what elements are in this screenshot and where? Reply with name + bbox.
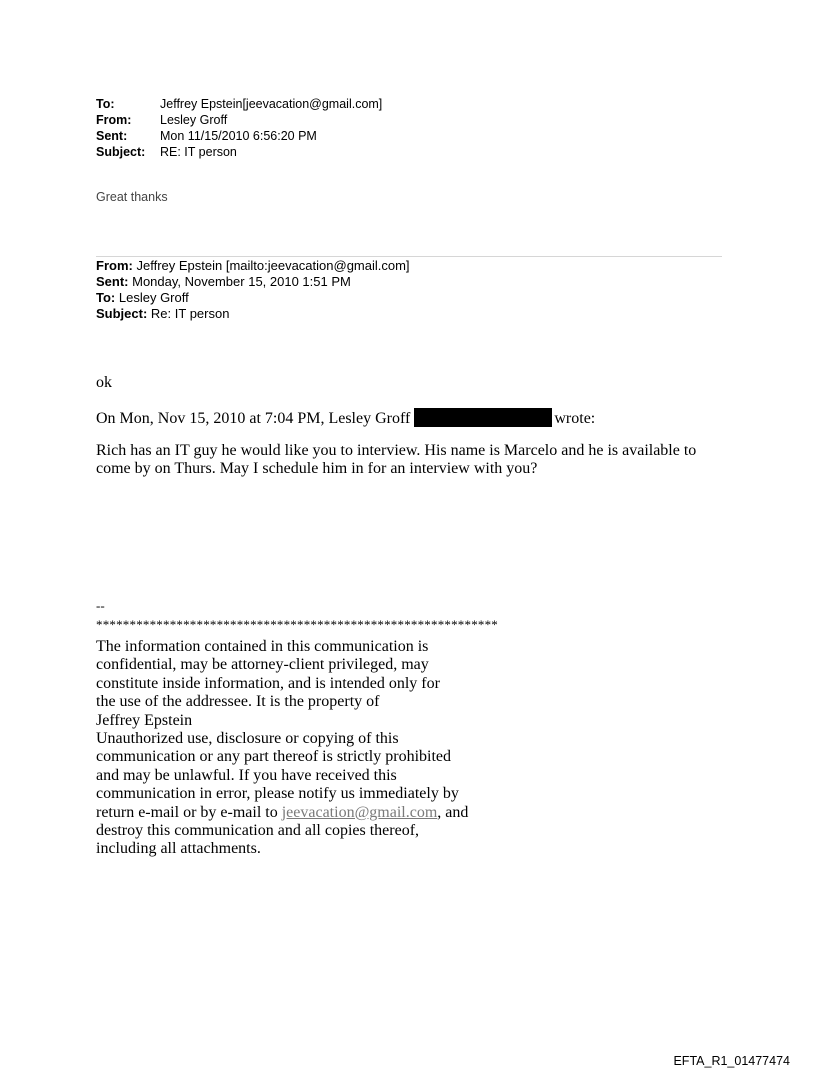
wrote-line [96, 408, 595, 428]
header-subject-row [96, 144, 382, 160]
wrote-prefix: On Mon, Nov 15, 2010 at 7:04 PM, Lesley Groff [96, 410, 411, 427]
notice-line: the use of the addressee. It is the property of [96, 693, 380, 711]
quote-divider [96, 256, 722, 257]
to-label: To: [96, 97, 115, 111]
from-value: Lesley Groff [160, 113, 228, 127]
quoted-sent-value: Monday, November 15, 2010 1:51 PM [132, 274, 351, 289]
quoted-from-row [96, 258, 410, 274]
notice-line: communication or any part thereof is strictly prohibited [96, 748, 452, 766]
notice-email-line [96, 804, 516, 822]
quoted-subject-row [96, 306, 410, 322]
header-sent-row [96, 128, 382, 144]
document-id: EFTA_R1_01477474 [673, 1054, 790, 1068]
sent-label: Sent: [96, 129, 128, 143]
quoted-from-label: From: [96, 258, 133, 273]
email-link[interactable]: jeevacation@gmail.com [281, 803, 438, 821]
redaction-box [414, 408, 552, 427]
header-to-row [96, 96, 382, 112]
notice-line: destroy this communication and all copies thereof, [96, 822, 420, 840]
email-header [96, 96, 382, 160]
wrote-suffix: wrote: [554, 410, 596, 427]
quoted-from-value: Jeffrey Epstein [mailto:jeevacation@gmail.com] [136, 258, 410, 273]
to-value: Jeffrey Epstein[jeevacation@gmail.com] [160, 97, 383, 111]
email-suffix: , and [437, 803, 469, 821]
notice-line: including all attachments. [96, 840, 261, 858]
quoted-header [96, 258, 410, 322]
notice-line: Unauthorized use, disclosure or copying of this [96, 730, 399, 748]
quoted-sent-label: Sent: [96, 274, 129, 289]
header-from-row [96, 112, 382, 128]
quoted-subject-value: Re: IT person [150, 306, 230, 321]
subject-label: Subject: [96, 145, 146, 159]
signature-dashes: -- [96, 598, 105, 613]
notice-line: The information contained in this communication is [96, 638, 429, 655]
signature-stars: ************************************************************ [96, 617, 498, 632]
notice-line: constitute inside information, and is intended only for [96, 674, 440, 692]
notice-line: confidential, may be attorney-client privileged, may [96, 656, 429, 674]
notice-line: communication in error, please notify us immediately by [96, 785, 459, 803]
from-label: From: [96, 113, 132, 127]
subject-value: RE: IT person [160, 145, 237, 159]
notice-line: Jeffrey Epstein [96, 711, 193, 729]
reply-body: Great thanks [96, 190, 168, 204]
sent-value: Mon 11/15/2010 6:56:20 PM [160, 129, 317, 143]
notice-line: and may be unlawful. If you have received this [96, 766, 397, 784]
quoted-reply: ok [96, 374, 112, 391]
original-message: Rich has an IT guy he would like you to interview. His name is Marcelo and he is available to come by on Thurs. May I schedule him in for an interview with you? [96, 442, 697, 477]
quoted-sent-row [96, 274, 410, 290]
quoted-subject-label: Subject: [96, 306, 148, 321]
confidentiality-notice [96, 638, 516, 859]
quoted-to-label: To: [96, 290, 116, 305]
quoted-to-row [96, 290, 410, 306]
email-prefix: return e-mail or by e-mail to [96, 803, 282, 821]
quoted-to-value: Lesley Groff [118, 290, 189, 305]
